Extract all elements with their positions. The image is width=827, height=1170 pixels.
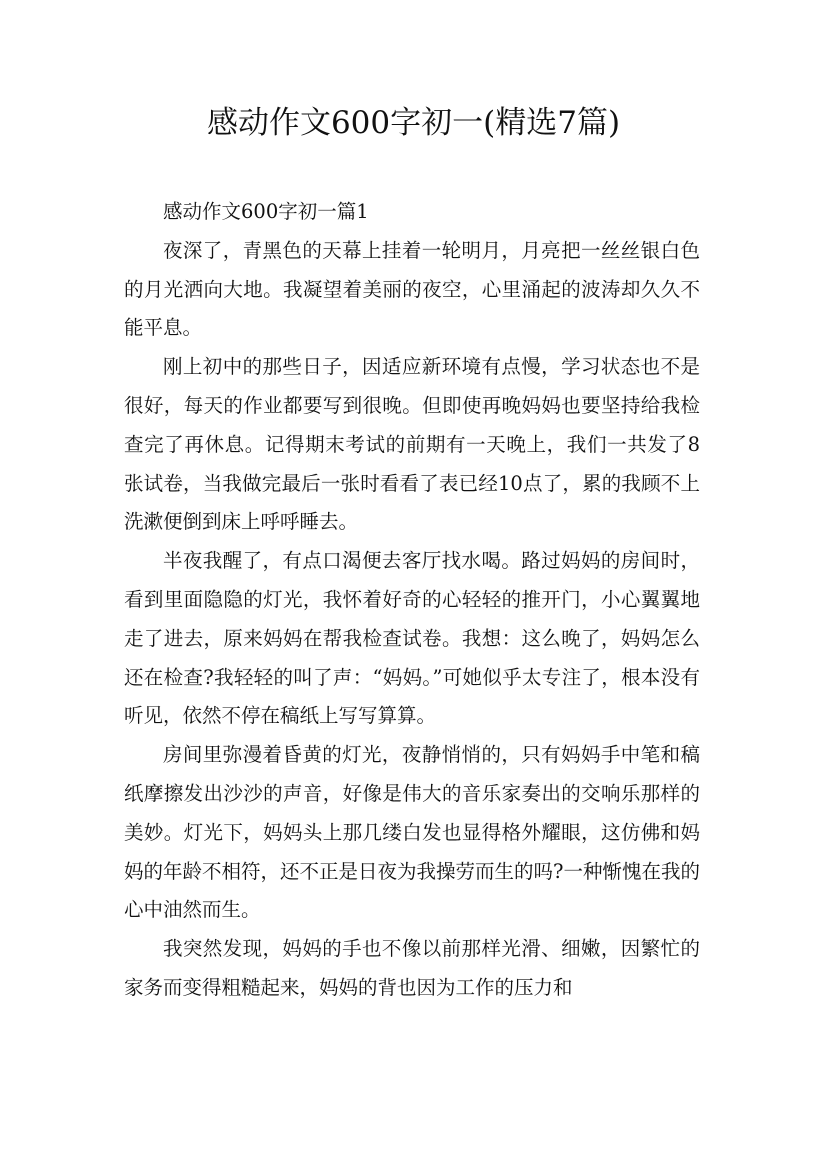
paragraph: 我突然发现，妈妈的手也不像以前那样光滑、细嫩，因繁忙的家务而变得粗糙起来，妈妈的背也因为工作的压力和 [124,937,700,999]
paragraph: 半夜我醒了，有点口渴便去客厅找水喝。路过妈妈的房间时，看到里面隐隐的灯光，我怀着好奇的心轻轻的推开门，小心翼翼地走了进去，原来妈妈在帮我检查试卷。我想：这么晚了，妈妈怎么还在检查?我轻轻的叫了声：“妈妈。”可她似乎太专注了，根本没有听见，依然不停在稿纸上写写算算。 [124,549,700,728]
paragraph: 刚上初中的那些日子，因适应新环境有点慢，学习状态也不是很好，每天的作业都要写到很晚。但即使再晚妈妈也要坚持给我检查完了再休息。记得期末考试的前期有一天晚上，我们一共发了8张试卷，当我做完最后一张时看看了表已经10点了，累的我顾不上洗漱便倒到床上呼呼睡去。 [124,355,700,534]
section-heading: 感动作文600字初一篇1 [163,200,369,223]
paragraph: 房间里弥漫着昏黄的灯光，夜静悄悄的，只有妈妈手中笔和稿纸摩擦发出沙沙的声音，好像是伟大的音乐家奏出的交响乐那样的美妙。灯光下，妈妈头上那几缕白发也显得格外耀眼，这仿佛和妈妈的年龄不相符，还不正是日夜为我操劳而生的吗?一种惭愧在我的心中油然而生。 [124,743,700,922]
document-body [124,193,700,1008]
document-title: 感动作文600字初一(精选7篇) [206,105,621,141]
paragraph: 夜深了，青黑色的天幕上挂着一轮明月，月亮把一丝丝银白色的月光洒向大地。我凝望着美丽的夜空，心里涌起的波涛却久久不能平息。 [124,238,700,340]
